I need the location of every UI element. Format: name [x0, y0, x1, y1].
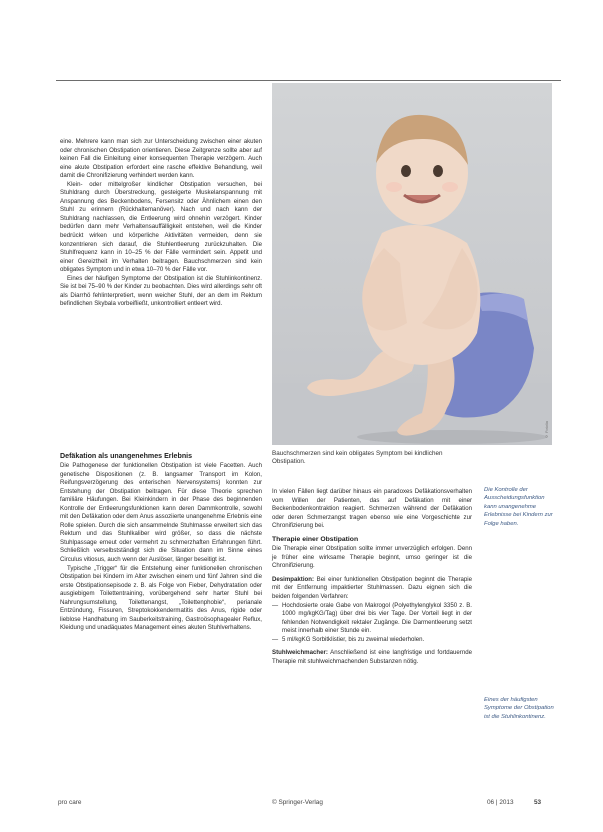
- child-on-potty-illustration: [272, 83, 552, 445]
- margin-note: Eines der häufigsten Symptome der Obstipation ist die Stuhlinkontinenz.: [484, 697, 554, 720]
- body-paragraph: Typische „Trigger“ für die Entstehung einer funktionellen chronischen Obstipation bei Kindern im Alter zwischen einem und fünf Jahren sind die erste Obstipationsepisode z. B. als Folge von Fieber, Dehydratation oder ausgiebigem Toilettentraining, vorübergehend sehr harter Stuhl bei Nahrungsumstellung, Toilettenangst, „Toilettenphobie“, perianale Entzündung, Fissuren, Streptokokkendermatitis des Anus, rigide oder lieblose Handhabung im Sauberkeitstraining, Gastroösophagealer Reflux, Kleidung und unadäquates Management eines akuten Stuhlverhaltens.: [60, 564, 262, 632]
- bullet-list: [272, 602, 472, 645]
- paragraph-lead: Stuhlweichmacher:: [272, 649, 328, 657]
- footer-issue: 06 | 2013: [487, 799, 514, 806]
- list-item: — 5 ml/kgKG Sorbitklistier, bis zu zweimal wiederholen.: [282, 636, 472, 645]
- child-photo: [272, 83, 552, 445]
- header-rule: [56, 80, 561, 81]
- footer-journal: pro care: [58, 799, 82, 806]
- left-column: [60, 138, 262, 309]
- section-heading: Therapie einer Obstipation: [272, 535, 359, 543]
- body-paragraph: eine. Mehrere kann man sich zur Unterscheidung zwischen einer akuten oder chronischen Obstipation orientieren. Diese Zeitgrenze sollte aber auf keinen Fall die Einleitung einer konsequenten Therapie verzögern. Auch eine akute Obstipation erfordert eine rasche effektive Behandlung, weil damit die Chronifizierung verhindert werden kann.: [60, 138, 262, 180]
- footer-publisher: © Springer-Verlag: [272, 799, 323, 806]
- paragraph-text: Anschließend ist eine langfristige und fortdauernde Therapie mit stuhlweichmachenden Substanzen nötig.: [272, 649, 472, 665]
- page-number: 53: [534, 799, 542, 806]
- left-column-continued: [60, 462, 262, 633]
- photo-caption: Bauchschmerzen sind kein obligates Symptom bei kindlichen Obstipation.: [272, 450, 443, 466]
- paragraph-text: Bei einer funktionellen Obstipation beginnt die Therapie mit der Entfernung impaktierter Stuhlmassen. Dazu eignen sich die beiden folgenden Verfahren:: [272, 575, 472, 601]
- body-paragraph: Die Pathogenese der funktionellen Obstipation ist viele Facetten. Auch genetische Dispositionen (z. B. langsamer Transport im Kolon, Reifungsverzögerung des enterischen Nervensystems) konnten zur Entstehung der Obstipation beitragen. Für diese Theorie sprechen familiäre Häufungen. Bei Kleinkindern in der Phase des beginnenden Kontrolle der Entleerungsfunktionen kann deren Dammkontrolle, sowohl mit den Defäkation oder dem Anus assoziierte unangenehme Erlebnis eine Rolle spielen. Durch die sich ansammelnde Stuhlmasse erweitert sich das Rektum und das Stuhlkaliber wird größer, so dass die nächste Stuhlpassage erneut oder vermehrt zu schmerzhaften Erfahrungen führt. Schließlich verselbstständigt sich die Situation dann im Sinne eines Circulus vitiosus, auch wenn der Auslöser, länger beseitigt ist.: [60, 462, 262, 564]
- margin-note: Die Kontrolle der Ausscheidungsfunktion kann unangenehme Erlebnisse bei Kindern zur Folge haben.: [484, 487, 553, 527]
- body-paragraph: Die Therapie einer Obstipation sollte immer unverzüglich erfolgen. Denn je früher eine wirksame Therapie beginnt, umso geringer ist die Chronifizierung.: [272, 545, 472, 570]
- paragraph-lead: Desimpaktion:: [272, 575, 314, 583]
- middle-column: [272, 488, 472, 666]
- body-paragraph: Klein- oder mittelgroßer kindlicher Obstipation versuchen, bei Stuhldrang durch Überstreckung, gesteigerte Muskelanspannung mit Anspannung des Beckenbodens, Fersensitz oder Ähnlichem einen den Stuhl zu erinnern (Rückhaltemanöver). Nach und nach kann der Stuhldrang nachlassen, die Entleerung wird ohnehin verzögert. Kinder bedürfen dann mehr Verhaltensauffälligkeit entstehen, weil die Kinder bedrückt wirken und körperliche Aktivitäten vermeiden, denn sie konzentrieren sich darauf, die Stuhlentleerung zurückzuhalten. Die Stuhlfrequenz kann in 10–25 % der Fälle vermindert sein. Appetit und einer Gereiztheit im Verhalten beitragen. Bauchschmerzen sind kein obligates Symptom und in etwa 10–70 % der Fälle vor.: [60, 180, 262, 274]
- body-paragraph: Eines der häufigen Symptome der Obstipation ist die Stuhlinkontinenz. Sie ist bei 75–90 % der Kinder zu beobachten. Dies wird allerdings sehr oft als Diarrhö fehlinterpretiert, wenn weicher Stuhl, der an dem im Rektum befindlichen Skybala vorbeifließt, unkontrolliert entleert wird.: [60, 274, 262, 308]
- photo-credit: © Fotolia: [544, 420, 549, 439]
- list-item: — Hochdosierte orale Gabe von Makrogol (Polyethylenglykol 3350 z. B. 1000 mg/kgKG/Tag) über drei bis vier Tage. Der Vorteil liegt in der fehlenden Notwendigkeit rektaler Zugänge. Die Darmentleerung setzt meist innerhalb einer Stunde ein.: [282, 602, 472, 636]
- section-heading: Defäkation als unangenehmes Erlebnis: [60, 452, 193, 460]
- body-paragraph: [272, 576, 472, 602]
- body-paragraph: [272, 649, 472, 666]
- body-paragraph: In vielen Fällen liegt darüber hinaus ein paradoxes Defäkationsverhalten vom Willen der Patienten, das auf Defäkation mit einer Beckenbodenkontraktion reagiert. Schmerzen während der Defäkation oder deren Schmerzangst tragen ebenso wie eine Vorgeschichte zur Chronifizierung bei.: [272, 488, 472, 530]
